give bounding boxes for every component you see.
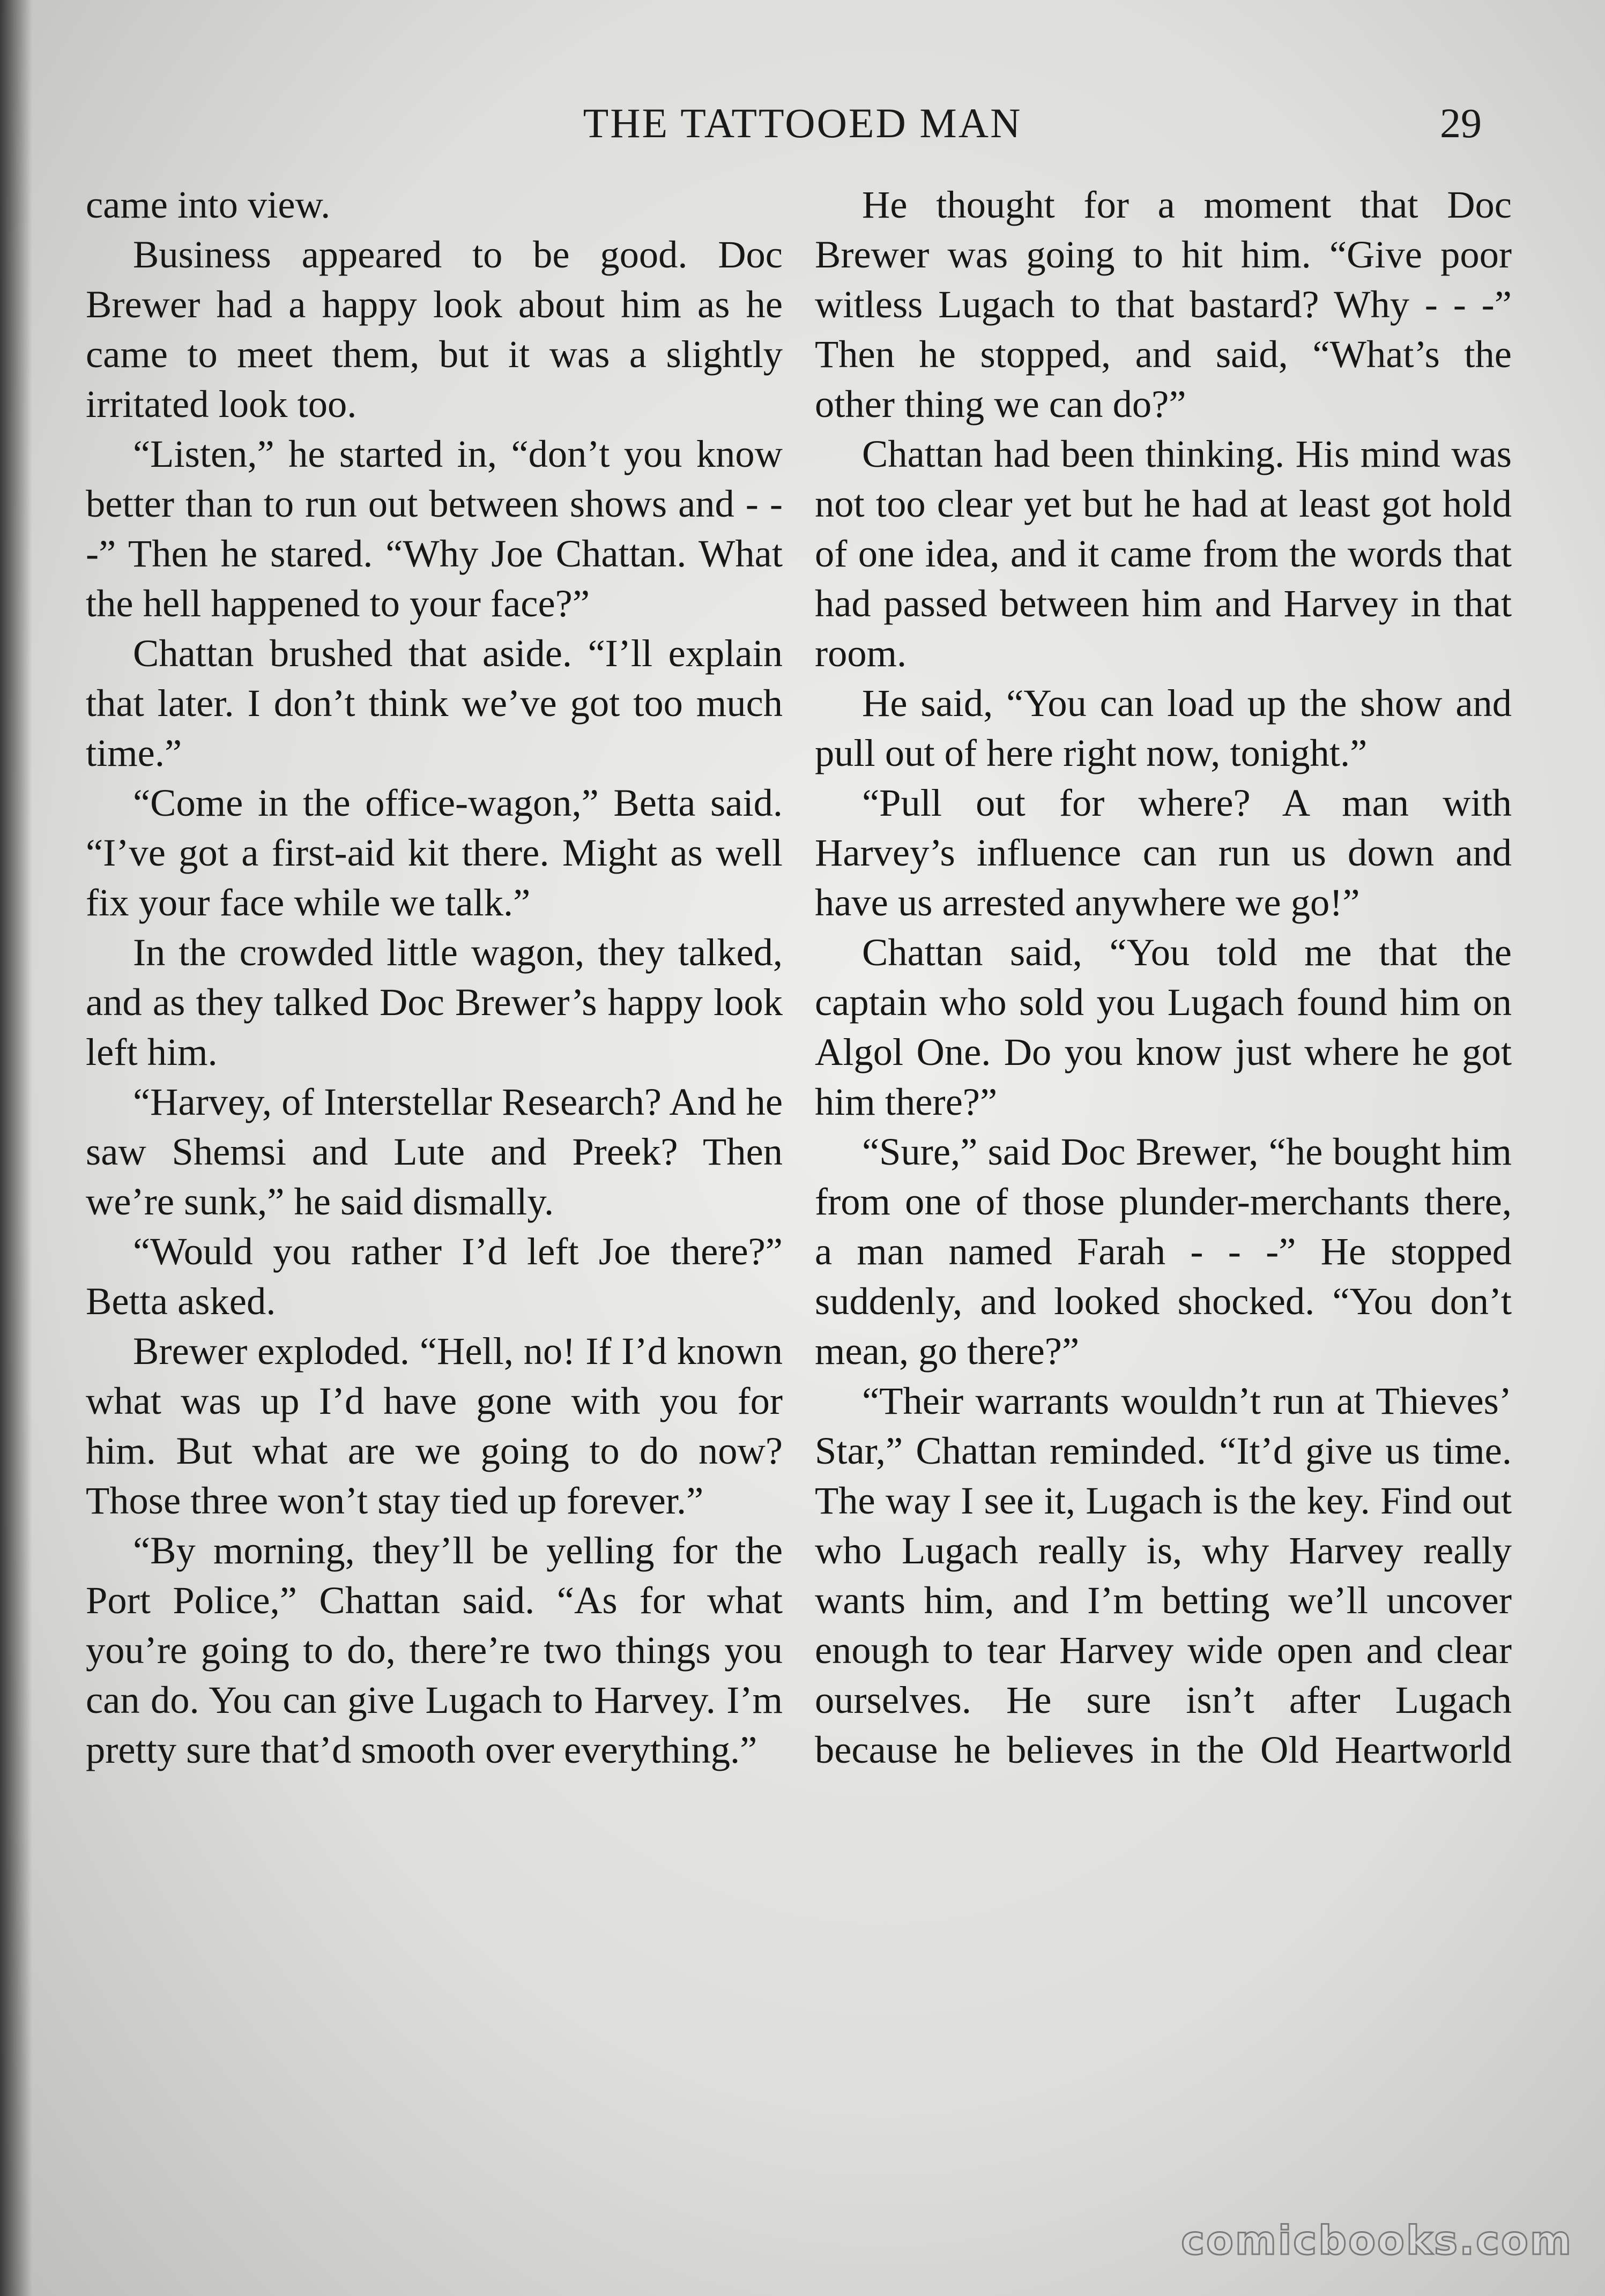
paragraph: In the crowded little wagon, they talked, and as they talked Doc Brewer’s happy look left him. (86, 930, 783, 1074)
paragraph: “Come in the office-wagon,” Betta said. “I’ve got a first-aid kit there. Might as well fix your face while we talk.” (86, 781, 783, 924)
site-watermark: comicbooks.com (1181, 2218, 1573, 2264)
page-number: 29 (1440, 100, 1482, 146)
right-column (815, 180, 1512, 1775)
paragraph: “Sure,” said Doc Brewer, “he bought him from one of those plunder-merchants there, a man named Farah - - -” He stopped suddenly, and looked shocked. “You don’t mean, go there?” (815, 1130, 1512, 1373)
running-header-title: THE TATTOOED MAN (583, 100, 1022, 146)
paragraph: “Their warrants wouldn’t run at Thieves’ Star,” Chattan reminded. “It’d give us time. The way I see it, Lugach is the key. Find out who Lugach really is, why Harvey really wants him, and I’m betting we’ll uncover enough to tear Harvey wide open and clear ourselves. He sure isn’t after Lugach because he believes in the Old Heartworld (815, 1379, 1512, 1771)
paragraph: “By morning, they’ll be yelling for the Port Police,” Chattan said. “As for what you’re going to do, there’re two things you can do. You can give Lugach to Harvey. I’m pretty sure that’d smooth over everything.” (86, 1529, 783, 1771)
paragraph: Brewer exploded. “Hell, no! If I’d known what was up I’d have gone with you for him. But what are we going to do now? Those three won’t stay tied up forever.” (86, 1329, 783, 1522)
paragraph: He thought for a moment that Doc Brewer was going to hit him. “Give poor witless Lugach to that bastard? Why - - -” Then he stopped, and said, “What’s the other thing we can do?” (815, 183, 1512, 426)
paragraph: “Listen,” he started in, “don’t you know better than to run out between shows and - - -” Then he stared. “Why Joe Chattan. What the hell happened to your face?” (86, 432, 783, 625)
paragraph: came into view. (86, 183, 331, 226)
paragraph: “Pull out for where? A man with Harvey’s influence can run us down and have us arrested anywhere we go!” (815, 781, 1512, 924)
paragraph: “Harvey, of Interstellar Research? And he saw Shemsi and Lute and Preek? Then we’re sunk,” he said dismally. (86, 1080, 783, 1223)
paragraph: Chattan said, “You told me that the captain who sold you Lugach found him on Algol One. Do you know just where he got him there?” (815, 930, 1512, 1123)
paragraph: Chattan brushed that aside. “I’ll explain that later. I don’t think we’ve got too much time.” (86, 631, 783, 774)
paragraph: Chattan had been thinking. His mind was not too clear yet but he had at least got hold of one idea, and it came from the words that had passed between him and Harvey in that room. (815, 432, 1512, 675)
paragraph: “Would you rather I’d left Joe there?” Betta asked. (86, 1229, 783, 1323)
paragraph: Business appeared to be good. Doc Brewer had a happy look about him as he came to meet them, but it was a slightly irritated look too. (86, 233, 783, 426)
left-column (86, 180, 783, 1775)
paragraph: He said, “You can load up the show and pull out of here right now, tonight.” (815, 681, 1512, 774)
